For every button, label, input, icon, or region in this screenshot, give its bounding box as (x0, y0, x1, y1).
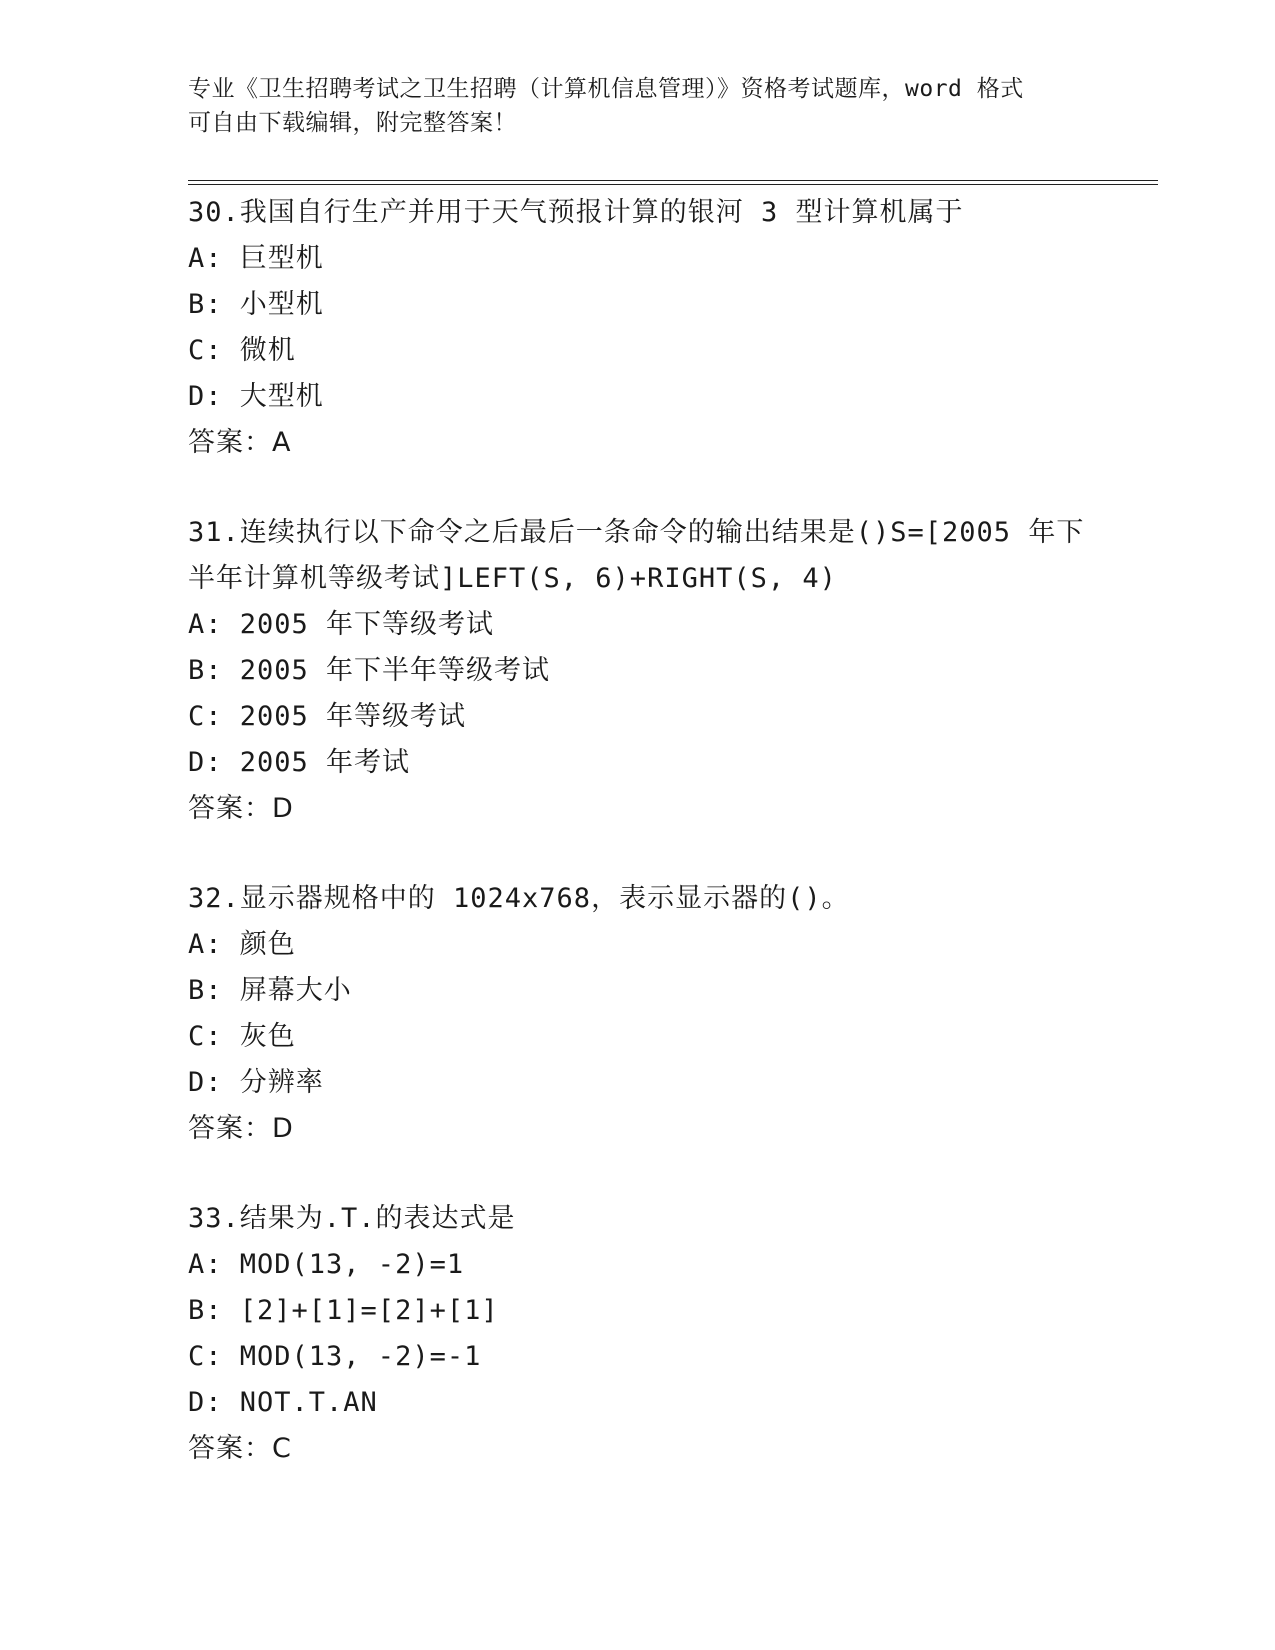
option-c: C: MOD(13, -2)=-1 (188, 1341, 482, 1372)
option-b: B: 2005 年下半年等级考试 (188, 655, 551, 686)
option-a: A: 2005 年下等级考试 (188, 609, 495, 640)
header-rule-top (188, 180, 1158, 181)
answer: 答案：D (188, 1113, 294, 1144)
option-d: D: 分辨率 (188, 1067, 324, 1098)
question-stem: 32.显示器规格中的 1024x768，表示显示器的()。 (188, 883, 850, 914)
question-32 (188, 876, 1088, 1152)
question-stem: 31.连续执行以下命令之后最后一条命令的输出结果是()S=[2005 年下 (188, 517, 1085, 548)
answer: 答案：C (188, 1433, 292, 1464)
option-a: A: 巨型机 (188, 243, 324, 274)
question-stem: 30.我国自行生产并用于天气预报计算的银河 3 型计算机属于 (188, 197, 964, 228)
question-30 (188, 190, 1088, 466)
option-b: B: 小型机 (188, 289, 324, 320)
document-header (188, 72, 1088, 140)
answer: 答案：D (188, 793, 294, 824)
option-c: C: 灰色 (188, 1021, 296, 1052)
answer: 答案：A (188, 427, 292, 458)
option-a: A: 颜色 (188, 929, 296, 960)
option-c: C: 微机 (188, 335, 296, 366)
option-c: C: 2005 年等级考试 (188, 701, 467, 732)
option-d: D: 2005 年考试 (188, 747, 411, 778)
option-b: B: 屏幕大小 (188, 975, 352, 1006)
option-d: D: 大型机 (188, 381, 324, 412)
question-stem-continued: 半年计算机等级考试]LEFT(S, 6)+RIGHT(S, 4) (188, 563, 837, 594)
header-line-1: 专业《卫生招聘考试之卫生招聘（计算机信息管理）》资格考试题库，word 格式 (188, 76, 1024, 102)
option-b: B: [2]+[1]=[2]+[1] (188, 1295, 499, 1326)
question-33 (188, 1196, 1088, 1472)
option-a: A: MOD(13, -2)=1 (188, 1249, 465, 1280)
question-stem: 33.结果为.T.的表达式是 (188, 1203, 516, 1234)
header-line-2: 可自由下载编辑，附完整答案！ (188, 110, 517, 136)
header-rule-bottom (188, 184, 1158, 185)
option-d: D: NOT.T.AN (188, 1387, 378, 1418)
question-31 (188, 510, 1088, 832)
